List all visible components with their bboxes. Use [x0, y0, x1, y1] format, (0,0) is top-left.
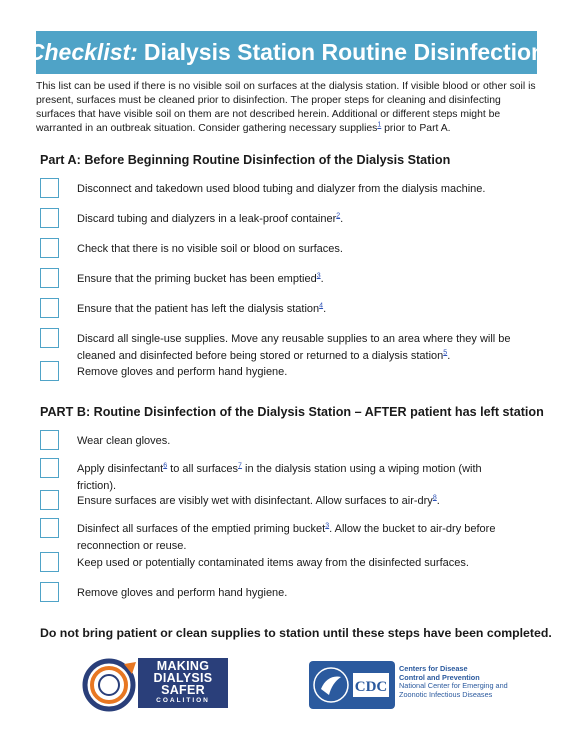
checkbox[interactable] — [40, 430, 59, 450]
checkbox[interactable] — [40, 458, 59, 478]
footnote-link[interactable]: 2 — [336, 212, 341, 220]
part-b-heading: PART B: Routine Disinfection of the Dialysis Station – AFTER patient has left station — [40, 405, 544, 419]
item-text: Ensure that the priming bucket has been emptied$^3$. — [77, 272, 324, 285]
checkbox[interactable] — [40, 178, 59, 198]
footnote-link[interactable]: 7 — [238, 462, 242, 470]
checkbox[interactable] — [40, 268, 59, 288]
footnote-link[interactable]: 4 — [319, 302, 324, 310]
item-text: Apply disinfectant$^6$ to all surfaces$^7$ in the dialysis station using a wiping motion (with friction). — [77, 462, 482, 492]
item-text: Ensure that the patient has left the dialysis station$^4$. — [77, 302, 327, 315]
checkbox[interactable] — [40, 518, 59, 538]
checkbox[interactable] — [40, 208, 59, 228]
checkbox[interactable] — [40, 490, 59, 510]
cdc-logo — [309, 661, 539, 711]
checkbox[interactable] — [40, 361, 59, 381]
footnote-link[interactable]: 6 — [163, 462, 168, 470]
checkbox[interactable] — [40, 552, 59, 572]
intro-paragraph — [36, 80, 536, 136]
item-text: Ensure surfaces are visibly wet with disinfectant. Allow surfaces to air-dry$^8$. — [77, 494, 440, 507]
item-text: Disinfect all surfaces of the emptied priming bucket$^3$. Allow the bucket to air-dry before reconnection or reuse. — [77, 522, 496, 552]
title-italic: Checklist: — [27, 39, 138, 65]
item-text: Remove gloves and perform hand hygiene. — [77, 587, 288, 599]
cdc-text: Centers for Disease Control and Prevention National Center for Emerging and Zoonotic Infectious Diseases — [399, 664, 508, 699]
intro-text-end: prior to Part A. — [381, 123, 451, 134]
item-text: Wear clean gloves. — [77, 435, 171, 447]
title-main: Dialysis Station Routine Disinfection — [143, 39, 546, 65]
part-a-heading: Part A: Before Beginning Routine Disinfection of the Dialysis Station — [40, 153, 451, 167]
footnote-link[interactable]: 3 — [325, 522, 330, 530]
checkbox[interactable] — [40, 582, 59, 602]
item-text: Disconnect and takedown used blood tubing and dialyzer from the dialysis machine. — [77, 183, 486, 195]
circle-arrow-icon — [80, 656, 138, 714]
checkbox[interactable] — [40, 328, 59, 348]
checkbox[interactable] — [40, 298, 59, 318]
footnote-link[interactable]: 8 — [432, 494, 437, 502]
footnote-link[interactable]: 3 — [316, 272, 321, 280]
title-banner — [27, 31, 546, 74]
cdc-mark-text: CDC — [354, 679, 388, 695]
cdc-emblem — [309, 661, 395, 709]
checkbox[interactable] — [40, 238, 59, 258]
hhs-eagle-icon — [309, 661, 395, 709]
item-text: Keep used or potentially contaminated items away from the disinfected surfaces. — [77, 557, 469, 569]
intro-text: This list can be used if there is no visible soil on surfaces at the dialysis station. If visible blood or other soil is present, surfaces must be cleaned prior to disinfection. The proper steps for cleaning and disinfecting surfaces that have visible soil on them are not described herein. Additional or different steps might be warranted in an outbreak situation. Consider gathering necessary supplies — [36, 81, 536, 134]
item-text: Check that there is no visible soil or blood on surfaces. — [77, 243, 343, 255]
page-title — [28, 39, 545, 66]
item-text: Discard all single-use supplies. Move any reusable supplies to an area where they will be cleaned and disinfected before being stored or returned to a dialysis station$^5$. — [77, 333, 511, 362]
item-text: Remove gloves and perform hand hygiene. — [77, 366, 288, 378]
making-dialysis-safer-logo — [80, 656, 230, 714]
footer-warning: Do not bring patient or clean supplies to station until these steps have been completed. — [40, 626, 552, 640]
footnote-link[interactable]: 1 — [377, 121, 382, 129]
footnote-link[interactable]: 5 — [443, 349, 448, 357]
item-text: Discard tubing and dialyzers in a leak-proof container$^2$. — [77, 212, 344, 225]
mds-wordmark: MAKING DIALYSIS SAFER COALITION — [138, 658, 228, 708]
